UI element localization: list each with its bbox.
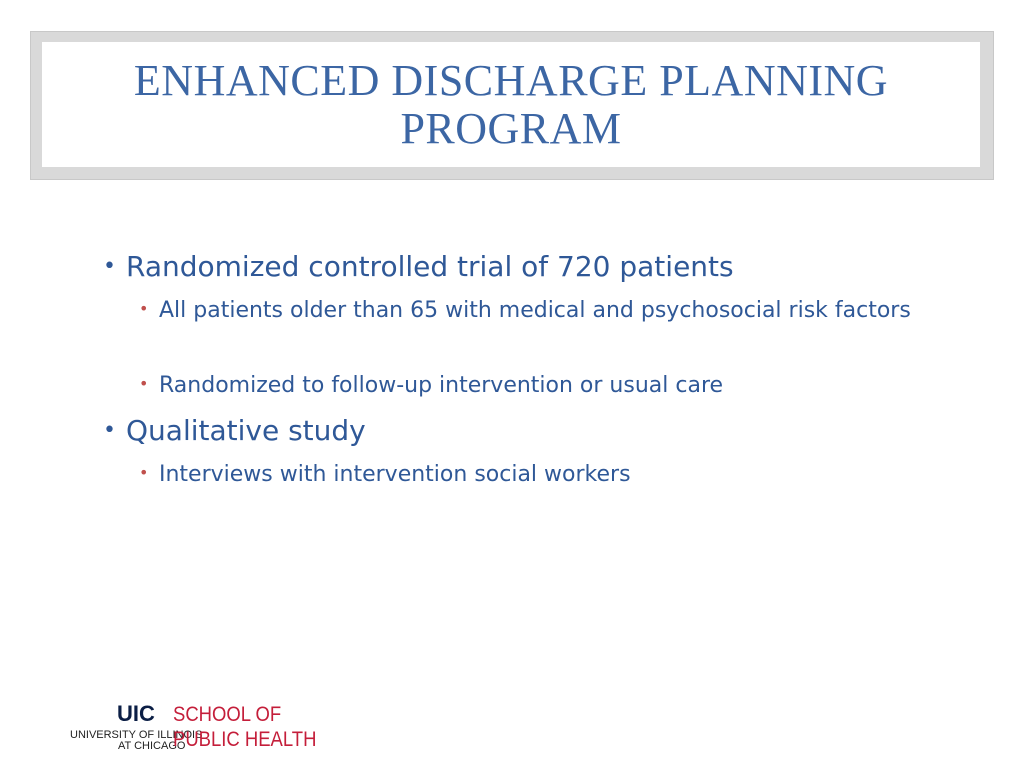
bullet-icon: • [103, 254, 116, 279]
logo-uic-wordmark: UIC [117, 701, 155, 726]
logo-at-chicago-line: AT CHICAGO [118, 740, 186, 752]
bullet-text: Randomized controlled trial of 720 patients [126, 250, 734, 283]
bullet-text: Qualitative study [126, 414, 366, 447]
sub-bullet-text: Interviews with intervention social workers [159, 462, 631, 487]
logo-university-line: UNIVERSITY OF ILLINOIS [70, 729, 203, 741]
sub-bullet-icon: • [139, 299, 149, 318]
title-line-1: ENHANCED DISCHARGE PLANNING [133, 55, 889, 105]
sub-bullet-icon: • [139, 374, 149, 393]
sub-bullet-text: Randomized to follow-up intervention or usual care [159, 373, 724, 398]
logo-public-health: PUBLIC HEALTH [173, 728, 317, 751]
logo-school-of: SCHOOL OF [173, 703, 282, 726]
sub-bullet-text: All patients older than 65 with medical and psychosocial risk factors [159, 298, 911, 323]
uic-sph-logo [68, 702, 318, 752]
title-line-2: PROGRAM [400, 103, 622, 153]
sub-bullet-icon: • [139, 463, 149, 482]
bullet-icon: • [103, 418, 116, 443]
